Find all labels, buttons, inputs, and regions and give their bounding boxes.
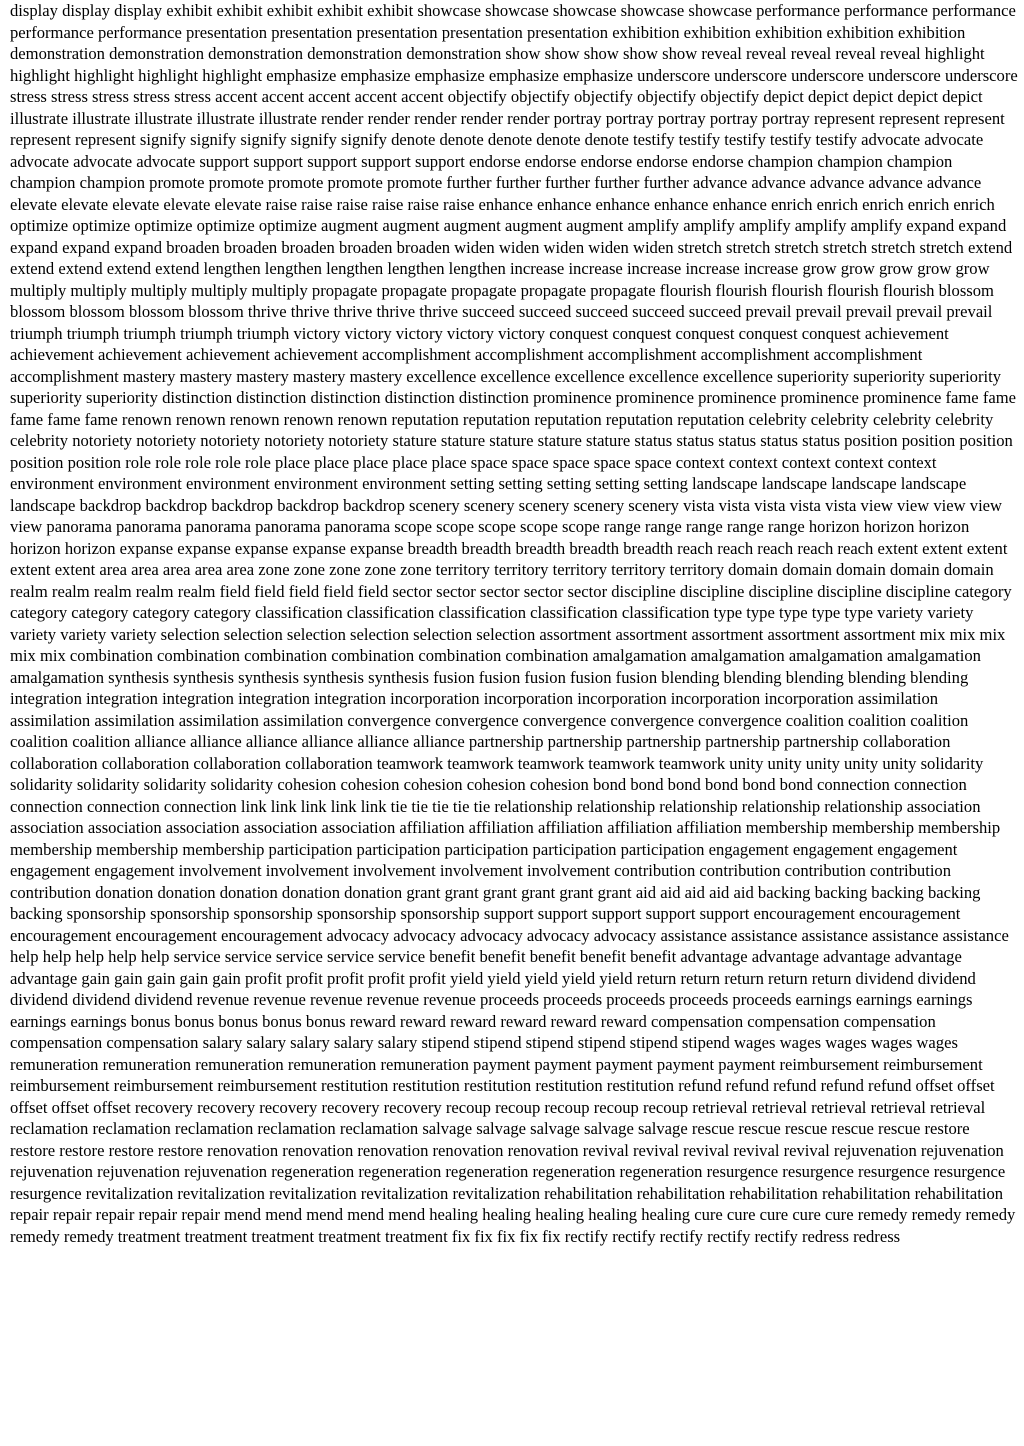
body-text: display display display exhibit exhibit exhibit exhibit exhibit showcase showcase showcase showcase showcase performance performance performance performance performance presentation presentation presentation presentation presentation exhibition exhibition exhibition exhibition exhibition demonstration demonstration demonstration demonstration demonstration show show show show show reveal reveal reveal reveal reveal highlight highlight highlight highlight highlight emphasize emphasize emphasize emphasize emphasize underscore underscore underscore underscore underscore stress stress stress stress stress accent accent accent accent accent objectify objectify objectify objectify objectify depict depict depict depict depict illustrate illustrate illustrate illustrate illustrate render render render render render portray portray portray portray portray represent represent represent represent represent signify signify signify signify signify denote denote denote denote denote testify testify testify testify testify advocate advocate advocate advocate advocate support support support support support endorse endorse endorse endorse endorse champion champion champion champion champion promote promote promote promote promote further further further further further advance advance advance advance advance elevate elevate elevate elevate elevate raise raise raise raise raise raise enhance enhance enhance enhance enhance enrich enrich enrich enrich enrich optimize optimize optimize optimize optimize augment augment augment augment augment amplify amplify amplify amplify amplify expand expand expand expand expand broaden broaden broaden broaden broaden widen widen widen widen widen stretch stretch stretch stretch stretch stretch extend extend extend extend extend lengthen lengthen lengthen lengthen lengthen increase increase increase increase increase grow grow grow grow grow multiply multiply multiply multiply multiply propagate propagate propagate propagate propagate flourish flourish flourish flourish flourish blossom blossom blossom blossom blossom thrive thrive thrive thrive thrive succeed succeed succeed succeed succeed prevail prevail prevail prevail prevail triumph triumph triumph triumph triumph victory victory victory victory victory conquest conquest conquest conquest conquest achievement achievement achievement achievement achievement accomplishment accomplishment accomplishment accomplishment accomplishment accomplishment mastery mastery mastery mastery mastery excellence excellence excellence excellence excellence superiority superiority superiority superiority superiority distinction distinction distinction distinction distinction prominence prominence prominence prominence prominence fame fame fame fame fame renown renown renown renown renown reputation reputation reputation reputation reputation celebrity celebrity celebrity celebrity celebrity notoriety notoriety notoriety notoriety notoriety stature stature stature stature stature status status status status status position position position position position role role role role role place place place place place space space space space space context context context context context environment environment environment environment environment setting setting setting setting setting landscape landscape landscape landscape landscape backdrop backdrop backdrop backdrop backdrop scenery scenery scenery scenery scenery vista vista vista vista vista view view view view view panorama panorama panorama panorama panorama scope scope scope scope scope range range range range range horizon horizon horizon horizon horizon expanse expanse expanse expanse expanse breadth breadth breadth breadth breadth reach reach reach reach reach extent extent extent extent extent area area area area area zone zone zone zone zone territory territory territory territory territory domain domain domain domain domain realm realm realm realm realm field field field field field sector sector sector sector sector discipline discipline discipline discipline discipline category category category category category classification classification classification classification classification type type type type type variety variety variety variety variety selection selection selection selection selection selection assortment assortment assortment assortment assortment mix mix mix mix mix combination combination combination combination combination combination amalgamation amalgamation amalgamation amalgamation amalgamation synthesis synthesis synthesis synthesis synthesis fusion fusion fusion fusion fusion blending blending blending blending blending integration integration integration integration integration incorporation incorporation incorporation incorporation incorporation assimilation assimilation assimilation assimilation assimilation convergence convergence convergence convergence convergence coalition coalition coalition coalition coalition alliance alliance alliance alliance alliance alliance partnership partnership partnership partnership partnership collaboration collaboration collaboration collaboration collaboration teamwork teamwork teamwork teamwork teamwork unity unity unity unity unity solidarity solidarity solidarity solidarity solidarity cohesion cohesion cohesion cohesion cohesion bond bond bond bond bond bond connection connection connection connection connection link link link link link tie tie tie tie tie relationship relationship relationship relationship relationship association association association association association association affiliation affiliation affiliation affiliation affiliation membership membership membership membership membership membership participation participation participation participation participation engagement engagement engagement engagement engagement involvement involvement involvement involvement involvement contribution contribution contribution contribution contribution donation donation donation donation donation grant grant grant grant grant grant aid aid aid aid aid backing backing backing backing backing sponsorship sponsorship sponsorship sponsorship sponsorship support support support support support encouragement encouragement encouragement encouragement encouragement advocacy advocacy advocacy advocacy advocacy assistance assistance assistance assistance assistance help help help help help service service service service service benefit benefit benefit benefit benefit advantage advantage advantage advantage advantage gain gain gain gain gain profit profit profit profit profit yield yield yield yield yield return return return return return dividend dividend dividend dividend dividend revenue revenue revenue revenue revenue proceeds proceeds proceeds proceeds proceeds earnings earnings earnings earnings earnings bonus bonus bonus bonus bonus reward reward reward reward reward reward compensation compensation compensation compensation compensation salary salary salary salary salary stipend stipend stipend stipend stipend stipend wages wages wages wages wages remuneration remuneration remuneration remuneration remuneration payment payment payment payment payment reimbursement reimbursement reimbursement reimbursement reimbursement restitution restitution restitution restitution restitution refund refund refund refund refund offset offset offset offset offset recovery recovery recovery recovery recovery recoup recoup recoup recoup recoup retrieval retrieval retrieval retrieval retrieval reclamation reclamation reclamation reclamation reclamation salvage salvage salvage salvage salvage rescue rescue rescue rescue rescue restore restore restore restore restore renovation renovation renovation renovation renovation revival revival revival revival revival rejuvenation rejuvenation rejuvenation rejuvenation rejuvenation regeneration regeneration regeneration regeneration regeneration resurgence resurgence resurgence resurgence resurgence revitalization revitalization revitalization revitalization revitalization rehabilitation rehabilitation rehabilitation rehabilitation rehabilitation repair repair repair repair repair mend mend mend mend mend healing healing healing healing healing cure cure cure cure cure remedy remedy remedy remedy remedy treatment treatment treatment treatment treatment fix fix fix fix fix rectify rectify rectify rectify rectify redress redress	[10, 1, 1018, 1246]
